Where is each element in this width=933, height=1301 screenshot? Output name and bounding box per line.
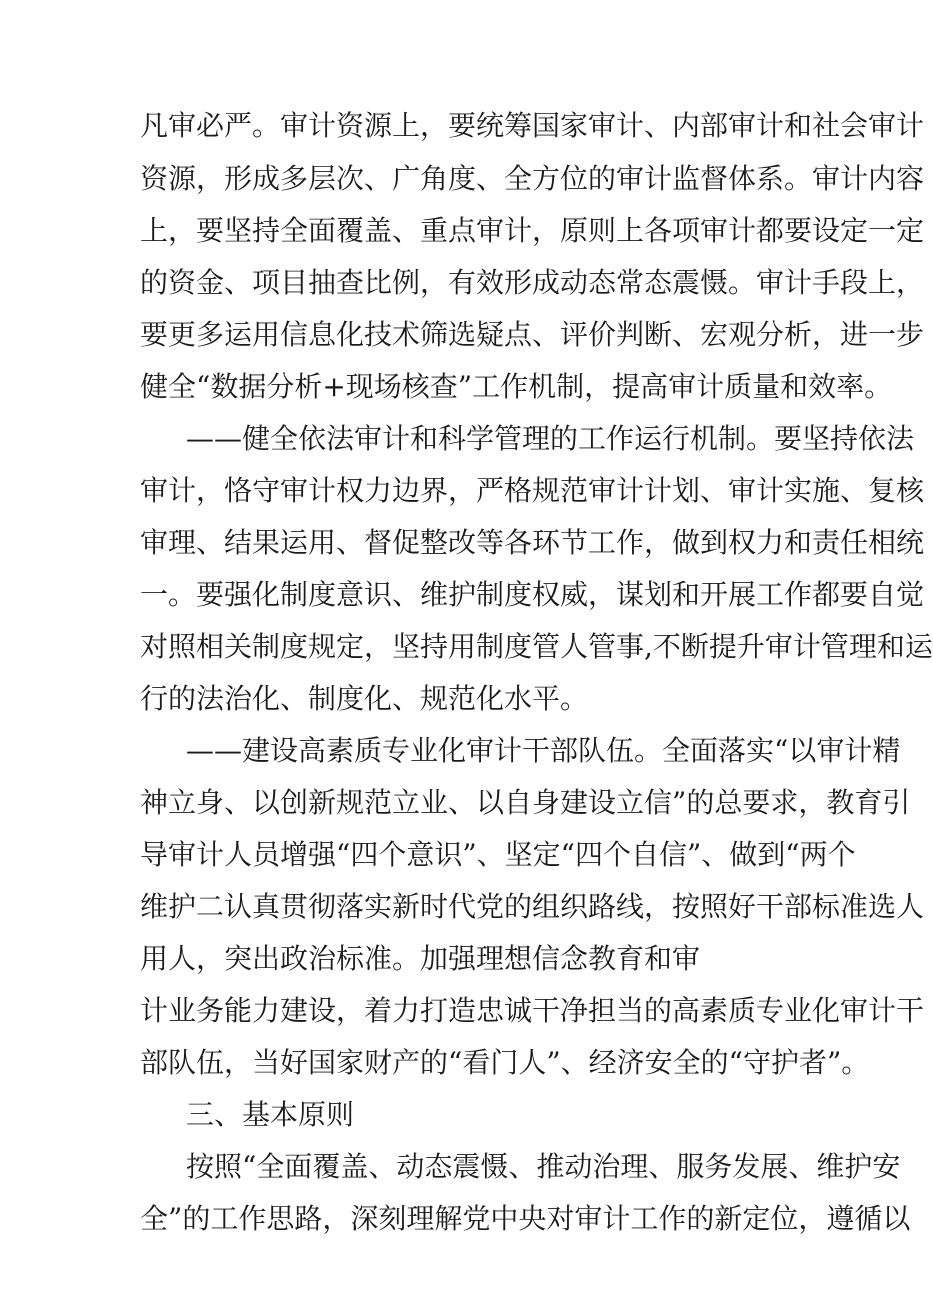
text-line: 健全“数据分析+现场核查”工作机制，提高审计质量和效率。 [140,370,893,403]
text-line: 对照相关制度规定，坚持用制度管人管事,不断提升审计管理和运 [140,630,933,663]
text-line: 资源，形成多层次、广角度、全方位的审计监督体系。审计内容 [140,162,925,195]
text-line: 的资金、项目抽查比例，有效形成动态常态震慑。审计手段上， [140,266,925,299]
text-line: ——建设高素质专业化审计干部队伍。全面落实“以审计精 [186,734,901,767]
text-line: 凡审必严。审计资源上，要统筹国家审计、内部审计和社会审计 [140,109,925,142]
text-line: 审理、结果运用、督促整改等各环节工作，做到权力和责任相统 [140,526,925,559]
text-line: 导审计人员增强“四个意识”、坚定“四个自信”、做到“两个 [140,838,856,871]
text-line: 行的法治化、制度化、规范化水平。 [140,682,589,715]
text-line: 一。要强化制度意识、维护制度权威，谋划和开展工作都要自觉 [140,578,925,611]
text-line: 计业务能力建设，着力打造忠诚干净担当的高素质专业化审计干 [140,994,925,1027]
text-line: 按照“全面覆盖、动态震慑、推动治理、服务发展、维护安 [186,1150,901,1183]
text-line: 要更多运用信息化技术筛选疑点、评价判断、宏观分析，进一步 [140,318,925,351]
text-line: ——健全依法审计和科学管理的工作运行机制。要坚持依法 [186,422,915,455]
text-line: 全”的工作思路，深刻理解党中央对审计工作的新定位，遵循以 [140,1202,911,1235]
text-line: 用人，突出政治标准。加强理想信念教育和审 [140,942,701,975]
text-line: 审计，恪守审计权力边界，严格规范审计计划、审计实施、复核 [140,474,925,507]
text-line: 神立身、以创新规范立业、以自身建设立信”的总要求，教育引 [140,786,911,819]
text-line: 上，要坚持全面覆盖、重点审计，原则上各项审计都要设定一定 [140,214,925,247]
text-line: 维护二认真贯彻落实新时代党的组织路线，按照好干部标准选人 [140,890,925,923]
text-line: 部队伍，当好国家财产的“看门人”、经济安全的“守护者”。 [140,1046,870,1079]
section-heading: 三、基本原则 [186,1098,355,1131]
